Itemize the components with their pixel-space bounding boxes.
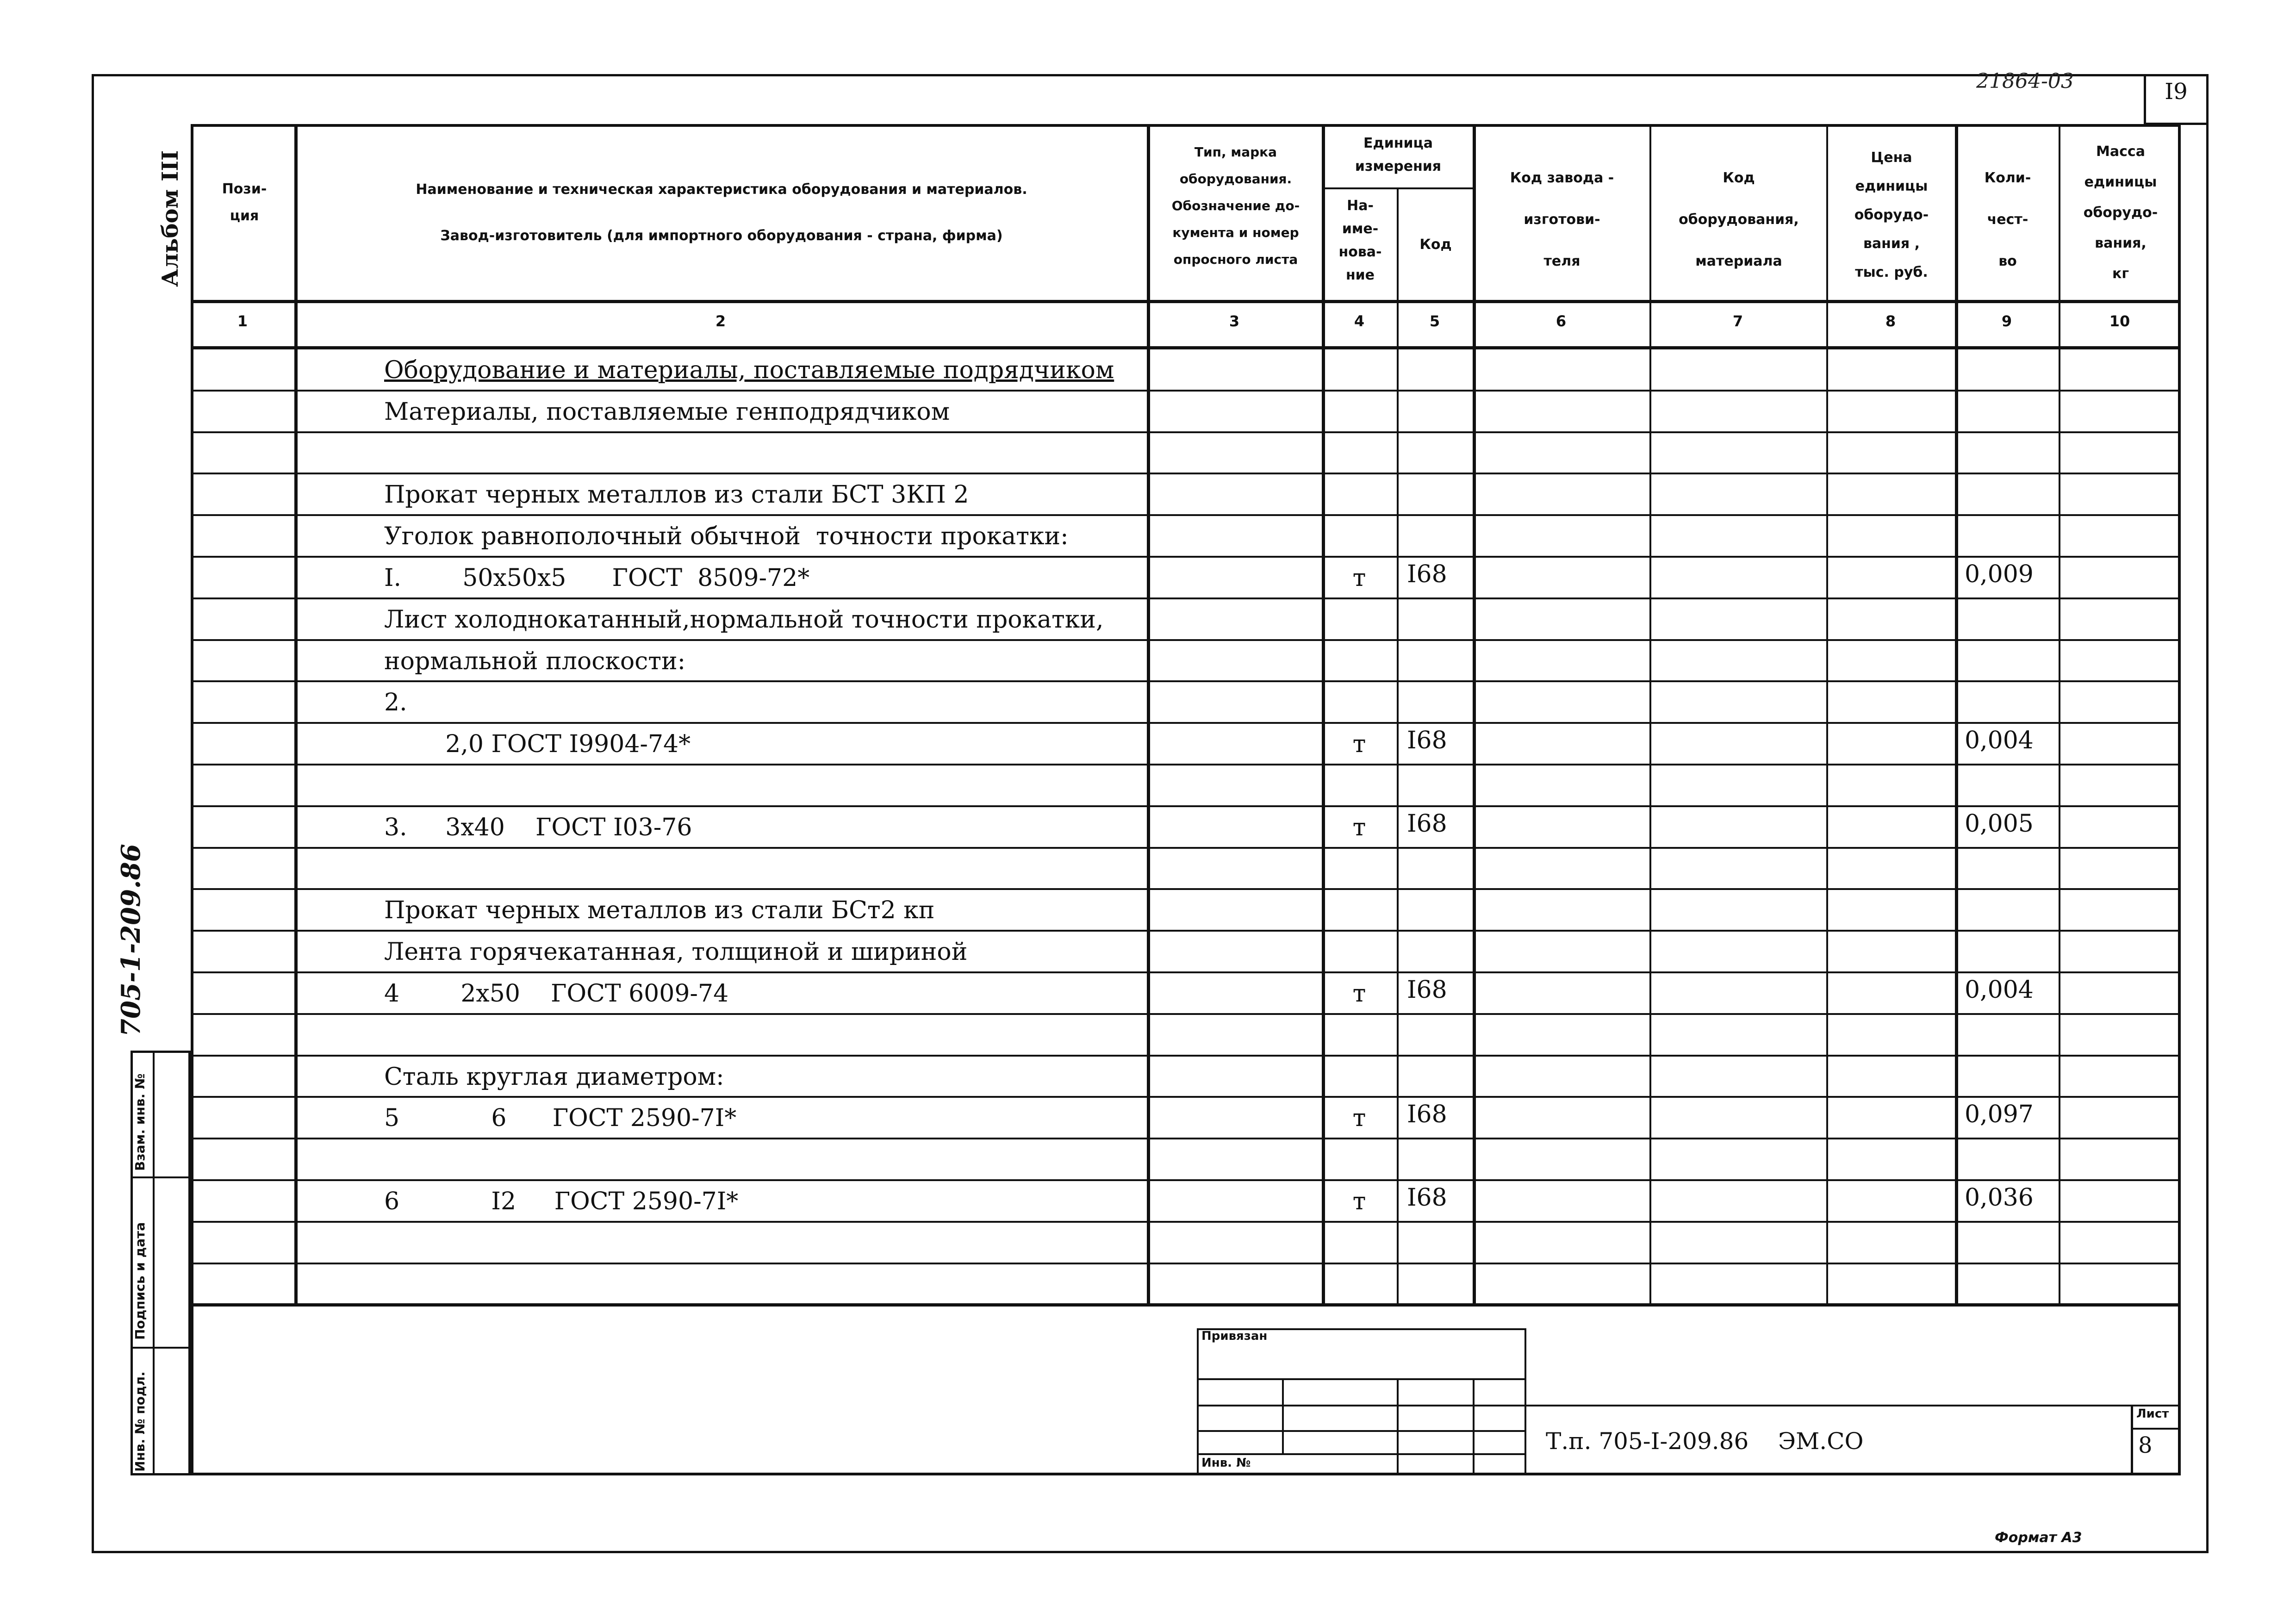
row-name: 5 6 ГОСТ 2590-7I* bbox=[384, 1104, 737, 1132]
row-divider bbox=[191, 1263, 2181, 1264]
row-unit: т bbox=[1352, 1104, 1366, 1132]
row-divider bbox=[191, 1304, 2181, 1306]
row-divider bbox=[191, 1179, 2181, 1181]
row-name: Уголок равнополочный обычной точности прокатки: bbox=[384, 523, 1069, 551]
format-label: Формат А3 bbox=[1995, 1530, 2082, 1546]
row-quantity: 0,097 bbox=[1965, 1101, 2034, 1129]
row-divider bbox=[191, 971, 2181, 973]
row-name: Материалы, поставляемые генподрядчиком bbox=[384, 398, 950, 426]
row-name: Оборудование и материалы, поставляемые подрядчиком bbox=[384, 356, 1114, 384]
row-name: 3. 3x40 ГОСТ I03-76 bbox=[384, 813, 692, 841]
stamp-inv-podl: Инв. № подл. bbox=[132, 1371, 148, 1472]
header-name: Наименование и техническая характеристика оборудования и материалов. Завод-изготовитель (для импортного оборудования - страна, фирма) bbox=[416, 181, 1027, 244]
header-quantity: Коли- чест- во bbox=[1984, 170, 2031, 269]
row-divider bbox=[191, 1096, 2181, 1098]
colnum-8: 8 bbox=[1885, 312, 1896, 330]
privyazan-label: Привязан bbox=[1201, 1329, 1268, 1343]
sheet-label: Лист bbox=[2136, 1407, 2169, 1421]
header-unit-code: Код bbox=[1419, 236, 1452, 253]
row-unit-code: I68 bbox=[1407, 1101, 1447, 1129]
colnum-3: 3 bbox=[1229, 312, 1240, 330]
row-divider bbox=[191, 764, 2181, 765]
colnum-1: 1 bbox=[237, 312, 248, 330]
stamp-vzam-inv: Взам. инв. № bbox=[132, 1073, 148, 1171]
colnum-2: 2 bbox=[715, 312, 726, 330]
row-name: Прокат черных металлов из стали БСт2 кп bbox=[384, 896, 935, 925]
row-unit-code: I68 bbox=[1407, 560, 1447, 588]
row-divider bbox=[191, 1013, 2181, 1015]
row-divider bbox=[191, 1055, 2181, 1057]
header-unit-group: Единица измерения bbox=[1355, 135, 1442, 174]
row-divider bbox=[191, 639, 2181, 641]
side-code: 705-1-209.86 bbox=[116, 844, 146, 1037]
row-name: 2. bbox=[384, 689, 407, 717]
row-quantity: 0,009 bbox=[1965, 560, 2034, 588]
header-factory-code: Код завода - изготови- теля bbox=[1510, 170, 1614, 269]
row-divider bbox=[191, 722, 2181, 724]
row-quantity: 0,004 bbox=[1965, 727, 2034, 755]
row-name: Прокат черных металлов из стали БСТ 3КП 2 bbox=[384, 481, 969, 509]
colnum-10: 10 bbox=[2109, 312, 2130, 330]
document-title: Т.п. 705-I-209.86 ЭМ.СО bbox=[1546, 1428, 1864, 1455]
row-unit-code: I68 bbox=[1407, 809, 1447, 838]
row-unit: т bbox=[1352, 980, 1366, 1008]
sheet-number: 8 bbox=[2138, 1432, 2153, 1458]
row-name: нормальной плоскости: bbox=[384, 647, 686, 675]
header-price: Цена единицы оборудо- вания , тыс. руб. bbox=[1854, 149, 1929, 280]
row-divider bbox=[191, 556, 2181, 558]
page-number: I9 bbox=[2165, 79, 2188, 105]
row-divider bbox=[191, 514, 2181, 516]
row-name: I. 50x50x5 ГОСТ 8509-72* bbox=[384, 564, 810, 592]
header-unit-name: На- име- нова- ние bbox=[1338, 198, 1382, 283]
row-divider bbox=[191, 930, 2181, 932]
stamp-podpis-data: Подпись и дата bbox=[132, 1222, 148, 1340]
row-unit: т bbox=[1352, 813, 1366, 841]
colnum-6: 6 bbox=[1556, 312, 1567, 330]
row-divider bbox=[191, 597, 2181, 599]
row-unit-code: I68 bbox=[1407, 727, 1447, 755]
row-divider bbox=[191, 805, 2181, 807]
document-number: 21864-03 bbox=[1976, 69, 2074, 93]
row-divider bbox=[191, 847, 2181, 849]
colnum-4: 4 bbox=[1354, 312, 1365, 330]
header-type: Тип, марка оборудования. Обозначение до- кумента и номер опросного листа bbox=[1171, 144, 1300, 267]
row-quantity: 0,005 bbox=[1965, 809, 2034, 838]
row-name: Лист холоднокатанный,нормальной точности прокатки, bbox=[384, 605, 1104, 634]
row-divider bbox=[191, 1221, 2181, 1223]
colnum-7: 7 bbox=[1732, 312, 1743, 330]
row-name: 4 2x50 ГОСТ 6009-74 bbox=[384, 980, 729, 1008]
row-quantity: 0,004 bbox=[1965, 976, 2034, 1004]
colnum-5: 5 bbox=[1429, 312, 1440, 330]
colnum-9: 9 bbox=[2001, 312, 2012, 330]
row-unit: т bbox=[1352, 564, 1366, 592]
row-name: Сталь круглая диаметром: bbox=[384, 1063, 724, 1091]
row-unit-code: I68 bbox=[1407, 1184, 1447, 1212]
row-unit: т bbox=[1352, 730, 1366, 759]
row-unit-code: I68 bbox=[1407, 976, 1447, 1004]
header-mass: Масса единицы оборудо- вания, кг bbox=[2083, 143, 2158, 282]
row-unit: т bbox=[1352, 1188, 1366, 1215]
row-name: 2,0 ГОСТ I9904-74* bbox=[384, 730, 691, 759]
album-label: Альбом III bbox=[157, 150, 183, 287]
inv-no-label: Инв. № bbox=[1201, 1456, 1251, 1470]
row-name: 6 I2 ГОСТ 2590-7I* bbox=[384, 1188, 739, 1215]
row-divider bbox=[191, 888, 2181, 890]
row-divider bbox=[191, 431, 2181, 433]
header-position: Пози- ция bbox=[222, 181, 267, 224]
header-equipment-code: Код оборудования, материала bbox=[1679, 170, 1799, 269]
row-divider bbox=[191, 1138, 2181, 1139]
row-divider bbox=[191, 680, 2181, 682]
row-divider bbox=[191, 390, 2181, 392]
row-name: Лента горячекатанная, толщиной и шириной bbox=[384, 938, 968, 966]
row-divider bbox=[191, 473, 2181, 474]
row-quantity: 0,036 bbox=[1965, 1184, 2034, 1212]
